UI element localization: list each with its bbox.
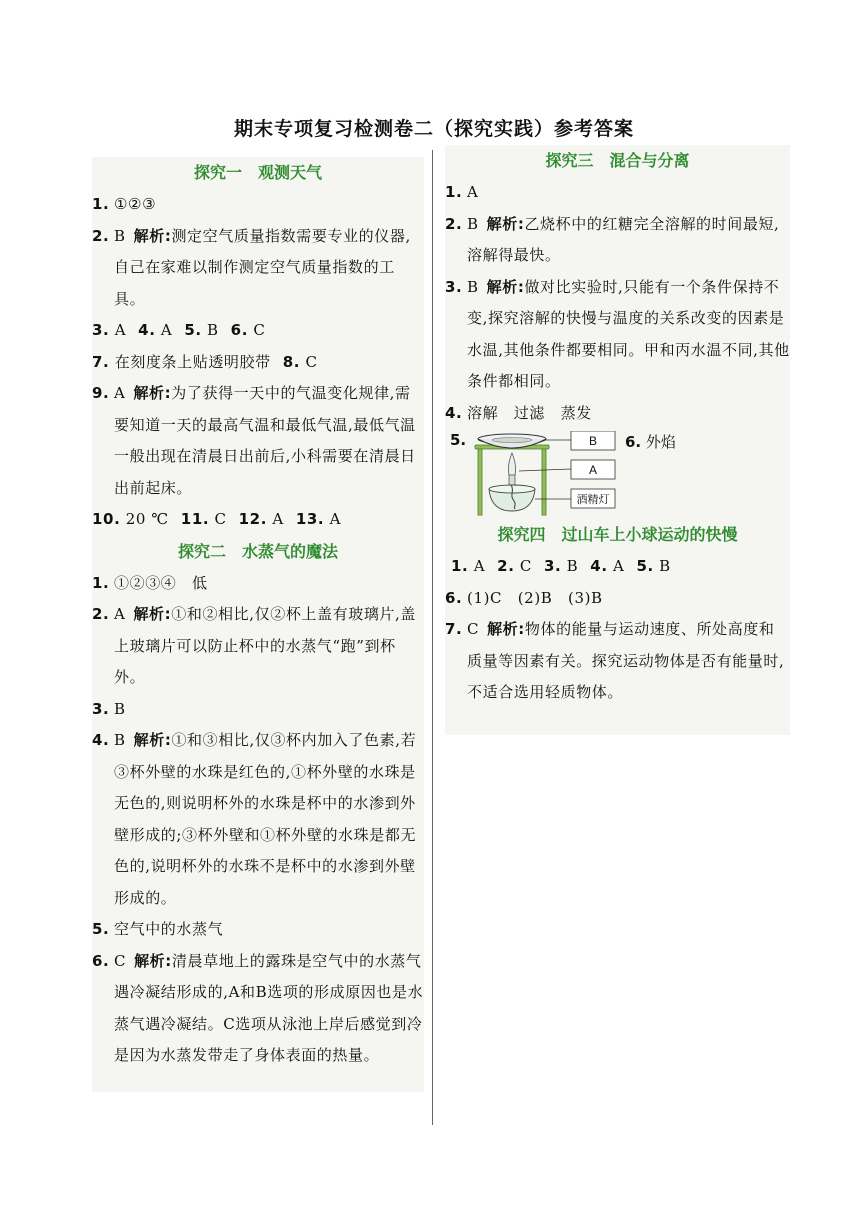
answer-choice: C — [114, 951, 127, 970]
question-number: 4. — [138, 321, 156, 339]
explanation-text: ①和②相比,仅②杯上盖有玻璃片,盖上玻璃片可以防止杯中的水蒸气“跑”到杯外。 — [114, 605, 416, 686]
answer-choice: A — [467, 183, 479, 201]
answer-2-5 — [92, 914, 424, 946]
question-number: 3. — [445, 277, 463, 296]
evaporation-apparatus-diagram — [469, 431, 619, 517]
question-number: 1. — [445, 183, 463, 201]
column-divider — [432, 150, 433, 1125]
explanation-label: 解析: — [486, 214, 525, 233]
answer-choice: B — [114, 731, 126, 749]
answer-choice: C — [253, 321, 266, 339]
answer-2-3 — [92, 694, 424, 726]
question-number: 10. — [92, 510, 121, 528]
question-number: 6. — [92, 951, 110, 970]
question-number: 4. — [445, 403, 463, 422]
question-number: 2. — [497, 557, 515, 575]
answer-text: 在刻度条上贴透明胶带 — [114, 352, 271, 371]
question-number: 1. — [451, 557, 469, 575]
answer-choice: C — [214, 510, 227, 528]
question-number: 1. — [92, 195, 110, 213]
answer-choice: C — [305, 352, 318, 371]
section-heading-4: 探究四 过山车上小球运动的快慢 — [497, 525, 738, 544]
explanation-label: 解析: — [134, 951, 172, 970]
question-number: 8. — [282, 352, 301, 371]
question-number: 5. — [450, 431, 467, 449]
answer-1-1 — [92, 189, 424, 221]
answer-choice: A — [114, 384, 126, 402]
answer-choice: B — [467, 277, 479, 296]
answer-2-6 — [92, 946, 424, 1072]
question-number: 6. — [625, 433, 642, 451]
answer-choice: A — [473, 557, 486, 575]
answer-2-2 — [92, 599, 424, 694]
answer-3-2 — [445, 209, 790, 272]
label-a: A — [588, 463, 598, 477]
answer-choice: A — [272, 510, 284, 528]
answer-3-6 — [625, 431, 676, 452]
question-number: 6. — [445, 588, 463, 607]
explanation-label: 解析: — [133, 384, 172, 402]
answer-choice: A — [160, 321, 173, 339]
answer-1-9 — [92, 378, 424, 504]
flame-shape — [508, 453, 515, 478]
explanation-text: 乙烧杯中的红糖完全溶解的时间最短,溶解得最快。 — [467, 214, 780, 264]
explanation-label: 解析: — [486, 277, 525, 296]
answer-choice: C — [467, 620, 480, 638]
answer-choice: B — [207, 321, 219, 339]
answer-text: ①②③④ 低 — [114, 573, 208, 592]
question-number: 5. — [636, 557, 654, 575]
answer-text: 20 ℃ — [125, 510, 169, 528]
question-number: 9. — [92, 384, 110, 402]
left-column — [92, 157, 424, 1092]
answer-4-7 — [445, 614, 790, 709]
answer-2-4 — [92, 725, 424, 914]
question-number: 1. — [92, 573, 110, 592]
answer-choice: A — [114, 605, 126, 623]
answer-2-1 — [92, 568, 424, 600]
question-number: 5. — [92, 920, 110, 938]
answer-choice: B — [114, 226, 126, 245]
explanation-text: 做对比实验时,只能有一个条件保持不变,探究溶解的快慢与温度的关系改变的因素是水温,其他条件都要相同。甲和丙水温不同,其他条件都相同。 — [467, 277, 790, 390]
explanation-label: 解析: — [133, 731, 172, 749]
answer-4-1-to-5 — [445, 551, 790, 583]
question-number: 5. — [184, 321, 202, 339]
question-number: 4. — [590, 557, 608, 575]
section-heading-2: 探究二 水蒸气的魔法 — [177, 541, 338, 561]
explanation-text: ①和③相比,仅③杯内加入了色素,若③杯外壁的水珠是红色的,①杯外壁的水珠是无色的,则说明杯外的水珠是杯中的水渗到外壁形成的;③杯外壁和①杯外壁的水珠是都无色的,说明杯外的水珠不是杯中的水渗到外壁形成的。 — [114, 731, 417, 907]
answer-choice: A — [114, 321, 127, 339]
question-number: 7. — [92, 352, 110, 371]
answer-3-3 — [445, 272, 790, 398]
answer-text: 空气中的水蒸气 — [114, 920, 224, 938]
answer-4-6 — [445, 583, 790, 615]
explanation-text: 清晨草地上的露珠是空气中的水蒸气遇冷凝结形成的,A和B选项的形成原因也是水蒸气遇冷凝结。C选项从泳池上岸后感觉到冷是因为水蒸发带走了身体表面的热量。 — [114, 951, 424, 1064]
question-number: 3. — [92, 699, 110, 718]
answer-text: 溶解 过滤 蒸发 — [467, 403, 592, 422]
question-number: 13. — [295, 510, 325, 528]
answer-text: (1)C (2)B (3)B — [467, 588, 603, 607]
page-title: 期末专项复习检测卷二（探究实践）参考答案 — [233, 118, 634, 140]
explanation-label: 解析: — [133, 226, 172, 245]
answer-choice: A — [329, 510, 341, 528]
explanation-label: 解析: — [133, 605, 172, 623]
question-number: 11. — [180, 510, 210, 528]
answer-3-4 — [445, 398, 790, 430]
answer-choice: C — [519, 557, 532, 575]
question-number: 4. — [92, 731, 110, 749]
question-number: 2. — [92, 605, 110, 623]
question-number: 12. — [238, 510, 267, 528]
answer-1-2 — [92, 221, 424, 316]
answer-text: ①②③ — [114, 195, 157, 213]
label-alcohol-lamp: 酒精灯 — [576, 493, 610, 506]
question-number: 2. — [445, 214, 463, 233]
answer-3-5-6 — [445, 429, 790, 519]
answer-choice: B — [566, 557, 579, 575]
answer-choice: B — [467, 214, 479, 233]
answer-1-7-8 — [92, 347, 424, 379]
explanation-text: 测定空气质量指数需要专业的仪器,自己在家难以制作测定空气质量指数的工具。 — [114, 226, 411, 308]
explanation-text: 为了获得一天中的气温变化规律,需要知道一天的最高气温和最低气温,最低气温一般出现在清晨日出前后,小科需要在清晨日出前起床。 — [114, 384, 416, 497]
answer-1-10-to-13 — [92, 504, 424, 536]
explanation-text: 物体的能量与运动速度、所处高度和质量等因素有关。探究运动物体是否有能量时,不适合选用轻质物体。 — [467, 620, 785, 701]
question-number: 3. — [92, 321, 110, 339]
answer-choice: B — [659, 557, 671, 575]
question-number: 2. — [92, 226, 110, 245]
right-column — [445, 145, 790, 735]
alcohol-lamp — [489, 475, 535, 511]
question-number: 3. — [543, 557, 562, 575]
label-b: B — [588, 434, 598, 448]
section-heading-1: 探究一 观测天气 — [193, 163, 322, 182]
explanation-label: 解析: — [487, 620, 525, 638]
answer-choice: B — [114, 699, 126, 718]
answer-text: 外焰 — [645, 433, 676, 451]
answer-3-1 — [445, 177, 790, 209]
answer-choice: A — [613, 557, 625, 575]
section-heading-3: 探究三 混合与分离 — [545, 151, 690, 170]
question-number: 6. — [230, 321, 248, 339]
question-number: 7. — [445, 620, 463, 638]
answer-1-3-to-6 — [92, 315, 424, 347]
